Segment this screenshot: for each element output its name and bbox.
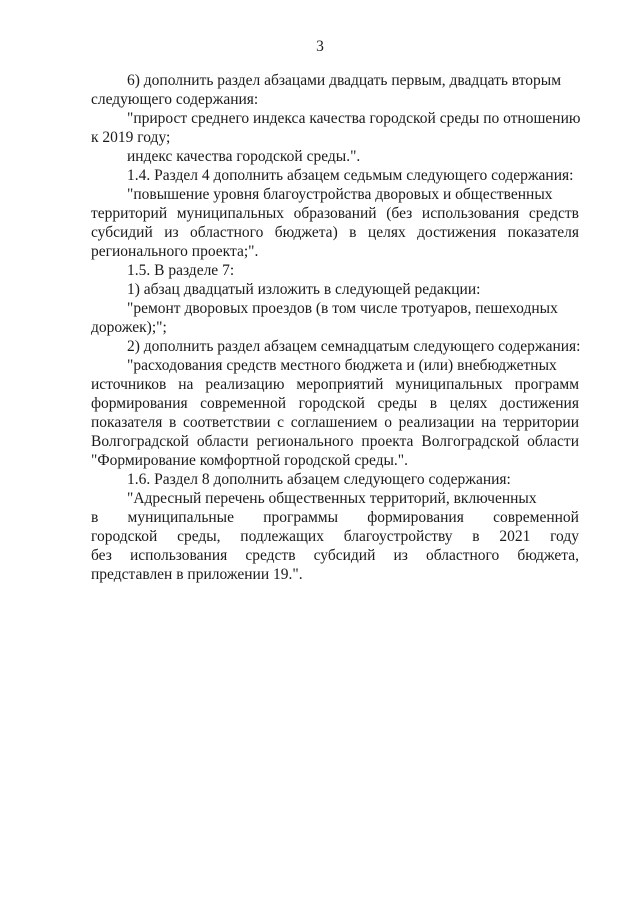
text-line: регионального проекта;". [91, 243, 259, 260]
text-line: "ремонт дворовых проездов (в том числе тротуаров, пешеходных [127, 300, 558, 317]
word: субсидий [313, 547, 376, 564]
text-line: территорий муниципальных образований (без использования средств [91, 205, 579, 222]
word: городской [91, 528, 158, 545]
text-line: "Адресный перечень общественных территорий, включенных [127, 490, 537, 507]
word: среды, [177, 528, 221, 545]
text-line: источников на реализацию мероприятий муниципальных программ [91, 376, 579, 393]
text-line: формирования современной городской среды в целях достижения [91, 395, 579, 412]
text-line: "расходования средств местного бюджета и (или) внебюджетных [127, 357, 557, 374]
text-line: индекс качества городской среды.". [127, 148, 361, 165]
text-line: следующего содержания: [91, 91, 259, 108]
text-line: субсидий из областного бюджета) в целях достижения показателя [91, 224, 579, 241]
text-line: Волгоградской области регионального проекта Волгоградской области [91, 433, 579, 450]
text-line: 1.6. Раздел 8 дополнить абзацем следующего содержания: [127, 471, 511, 488]
text-line: 1) абзац двадцатый изложить в следующей редакции: [127, 281, 481, 298]
word: использования [129, 547, 228, 564]
word: благоустройству [343, 528, 453, 545]
word: современной [493, 509, 579, 526]
word: программы [263, 509, 339, 526]
text-line [91, 546, 579, 565]
word: формирования [367, 509, 464, 526]
page-number: 3 [316, 38, 324, 55]
text-line [91, 508, 579, 527]
word: без [91, 547, 112, 564]
text-line: дорожек);"; [91, 319, 167, 336]
word: в [472, 528, 480, 545]
text-line: 1.4. Раздел 4 дополнить абзацем седьмым следующего содержания: [127, 167, 574, 184]
text-line [91, 527, 579, 546]
text-line: показателя в соответствии с соглашением о реализации на территории [91, 414, 579, 431]
word: средств [245, 547, 296, 564]
text-line: 2) дополнить раздел абзацем семнадцатым следующего содержания: [127, 338, 581, 355]
word: муниципальные [127, 509, 234, 526]
word: подлежащих [240, 528, 324, 545]
text-line: "Формирование комфортной городской среды.". [91, 452, 409, 469]
text-line: "прирост среднего индекса качества городской среды по отношению [127, 110, 581, 127]
word: году [550, 528, 579, 545]
word: из [393, 547, 408, 564]
text-line: 1.5. В разделе 7: [127, 262, 235, 279]
word: бюджета, [517, 547, 579, 564]
text-line: 6) дополнить раздел абзацами двадцать первым, двадцать вторым [127, 72, 562, 89]
text-line: к 2019 году; [91, 129, 171, 146]
word: 2021 [499, 528, 531, 545]
word: в [91, 509, 99, 526]
text-line: представлен в приложении 19.". [91, 566, 303, 583]
text-line: "повышение уровня благоустройства дворовых и общественных [127, 186, 553, 203]
word: областного [425, 547, 500, 564]
